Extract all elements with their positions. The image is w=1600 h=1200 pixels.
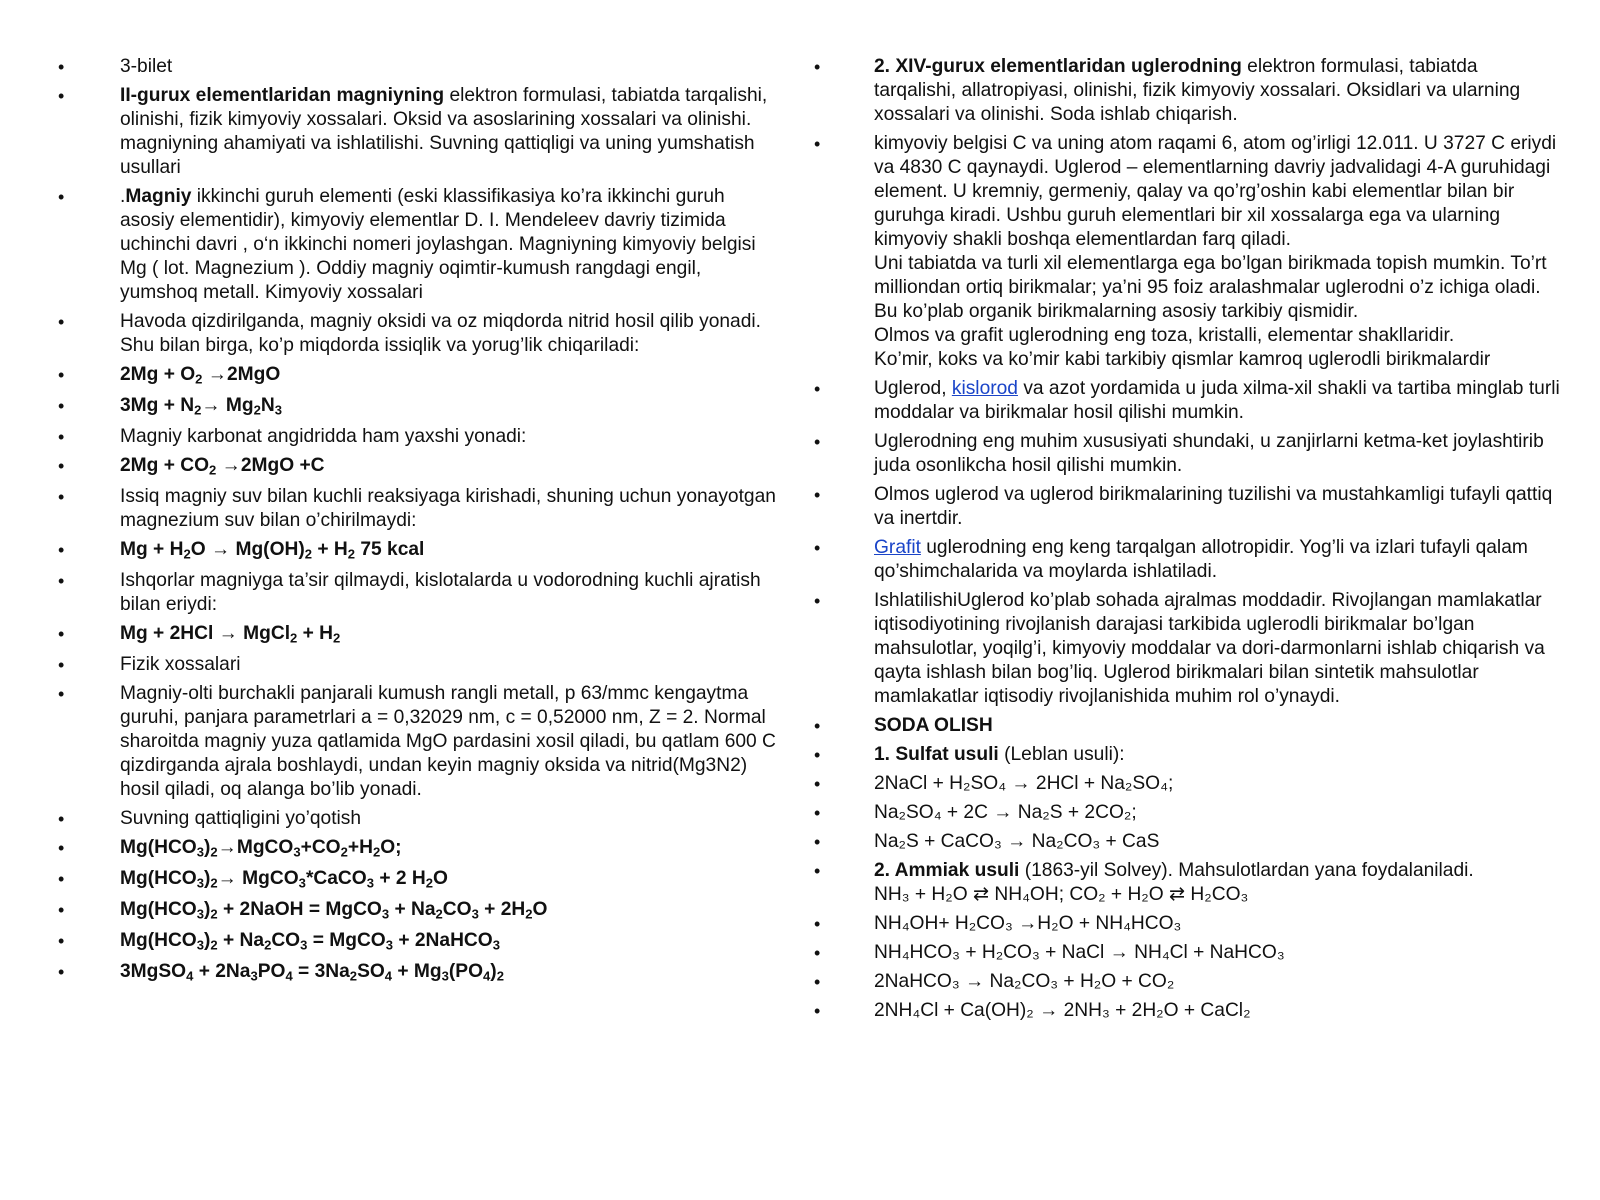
formula-subscript: 2 bbox=[304, 546, 313, 562]
formula-subscript: 3 bbox=[274, 402, 282, 418]
formula-text: N bbox=[260, 395, 275, 416]
formula-subscript: 2 bbox=[210, 844, 218, 860]
list-item: • Grafit uglerodning eng keng tarqalgan allotropidir. Yog’li va izlari tufayli qalam qo’shimchalarida va moylarda ishlatiladi. bbox=[814, 536, 1562, 584]
formula-subscript: 3 bbox=[492, 937, 500, 953]
formula-subscript: 2 bbox=[347, 546, 356, 562]
formula-text: + Mg bbox=[392, 961, 442, 982]
right-column bbox=[814, 55, 1562, 1028]
reaction-line: • NH₄OH+ H₂CO₃ →H₂O + NH₄HCO₃ bbox=[814, 912, 1562, 936]
formula-subscript: 2 bbox=[195, 371, 203, 387]
formula-text: Mg(HCO bbox=[120, 899, 197, 920]
formula-subscript: 2 bbox=[349, 968, 358, 984]
formula-subscript: 2 bbox=[425, 875, 433, 891]
formula-text: Mg(HCO bbox=[120, 837, 197, 858]
formula-subscript: 3 bbox=[298, 875, 306, 891]
list-item: • Magniy karbonat angidridda ham yaxshi yonadi: bbox=[58, 425, 778, 449]
topic-heading: II-gurux elementlaridan magniyning bbox=[120, 85, 445, 106]
formula-text: = 3Na bbox=[292, 961, 350, 982]
equation bbox=[58, 929, 778, 953]
list-item: • Issiq magniy suv bilan kuchli reaksiyaga kirishadi, shuning uchun yonayotgan magnezium suv bilan o’chirilmaydi: bbox=[58, 485, 778, 533]
formula-subscript: 3 bbox=[471, 906, 479, 922]
formula-text: + 2NaOH = MgCO bbox=[217, 899, 382, 920]
formula-text: O bbox=[432, 868, 448, 889]
formula-text: (PO bbox=[448, 961, 484, 982]
list-item: • 1. Sulfat usuli (Leblan usuli): bbox=[814, 743, 1562, 767]
formula-subscript: 2 bbox=[333, 630, 341, 646]
reaction-line: • 2NaCl + H₂SO₄ → 2HCl + Na₂SO₄; bbox=[814, 772, 1562, 796]
formula-subscript: 3 bbox=[196, 906, 204, 922]
formula-subscript: 3 bbox=[196, 937, 204, 953]
formula-text: ) bbox=[204, 899, 211, 920]
list-item: • Magniy-olti burchakli panjarali kumush rangli metall, p 63/mmc kengaytma guruhi, panjara parametrlari a = 0,32029 nm, c = 0,52000 nm, Z = 2. Normal sharoitda magniy yuza qatlamida MgO pardasini xosil qiladi, bu qatlam 600 C qizdirganda ajrala boshlaydi, undan keyin magniy oksida va nitrid(Mg3N2) hosil qiladi, oq alanga bo’lib yonadi. bbox=[58, 682, 778, 802]
formula-subscript: 2 bbox=[264, 937, 272, 953]
formula-text: 2Mg + CO bbox=[120, 455, 210, 476]
formula-text: →MgCO bbox=[217, 837, 294, 858]
section-heading: SODA OLISH bbox=[874, 715, 993, 736]
formula-subscript: 2 bbox=[290, 630, 298, 646]
formula-subscript: 3 bbox=[293, 844, 301, 860]
reaction-line: • NH₄HCO₃ + H₂CO₃ + NaCl → NH₄Cl + NaHCO₃ bbox=[814, 941, 1562, 965]
formula-text: → MgCO bbox=[217, 868, 299, 889]
formula-text: CO bbox=[442, 899, 472, 920]
formula-text: SO bbox=[357, 961, 385, 982]
formula-text: →2MgO bbox=[202, 364, 281, 385]
formula-text: 3MgSO bbox=[120, 961, 187, 982]
equation bbox=[58, 394, 778, 418]
formula-text: Mg(HCO bbox=[120, 868, 197, 889]
list-item: • Ishqorlar magniyga ta’sir qilmaydi, kislotalarda u vodorodning kuchli ajratish bilan eriydi: bbox=[58, 569, 778, 617]
formula-text: +CO bbox=[300, 837, 341, 858]
formula-subscript: 2 bbox=[210, 937, 218, 953]
formula-text: ) bbox=[204, 837, 211, 858]
formula-subscript: 3 bbox=[196, 875, 204, 891]
reaction-line: • Na₂SO₄ + 2C → Na₂S + 2CO₂; bbox=[814, 801, 1562, 825]
formula-subscript: 2 bbox=[183, 546, 191, 562]
equation bbox=[58, 867, 778, 891]
formula-subscript: 3 bbox=[366, 875, 374, 891]
formula-text: PO bbox=[257, 961, 286, 982]
equation bbox=[58, 622, 778, 646]
equation bbox=[58, 898, 778, 922]
formula-subscript: 2 bbox=[253, 402, 261, 418]
list-item bbox=[814, 714, 1562, 738]
formula-text: + H bbox=[297, 623, 334, 644]
formula-text: Mg + 2HCl → MgCl bbox=[120, 623, 291, 644]
formula-text: 75 kcal bbox=[355, 539, 425, 560]
formula-text: O → Mg(OH) bbox=[190, 539, 305, 560]
reaction-line: • 2NaHCO₃ → Na₂CO₃ + H₂O + CO₂ bbox=[814, 970, 1562, 994]
left-column bbox=[58, 55, 778, 991]
formula-subscript: 2 bbox=[340, 844, 348, 860]
formula-subscript: 2 bbox=[525, 906, 533, 922]
equation bbox=[58, 538, 778, 562]
reaction-line: • 2NH₄Cl + Ca(OH)₂ → 2NH₃ + 2H₂O + CaCl₂ bbox=[814, 999, 1562, 1023]
formula-text: CO bbox=[271, 930, 301, 951]
list-item: • 2. Ammiak usuli (1863-yil Solvey). Mahsulotlardan yana foydalaniladi. NH₃ + H₂O ⇄ NH₄OH; CO₂ + H₂O ⇄ H₂CO₃ bbox=[814, 859, 1562, 907]
list-item: • 2. XIV-gurux elementlaridan uglerodning elektron formulasi, tabiatda tarqalishi, allatropiyasi, olinishi, fizik kimyoviy xossalari. Oksidlari va ularning xossalari va olinishi. Soda ishlab chiqarish. bbox=[814, 55, 1562, 127]
list-item bbox=[58, 55, 778, 79]
equation bbox=[58, 836, 778, 860]
formula-text: = MgCO bbox=[307, 930, 386, 951]
formula-subscript: 2 bbox=[209, 462, 217, 478]
formula-text: *CaCO bbox=[305, 868, 367, 889]
equation bbox=[58, 454, 778, 478]
formula-text: ) bbox=[204, 930, 211, 951]
formula-subscript: 4 bbox=[483, 968, 491, 984]
formula-text: O; bbox=[380, 837, 402, 858]
formula-text: + 2NaHCO bbox=[393, 930, 493, 951]
formula-subscript: 3 bbox=[381, 906, 390, 922]
formula-subscript: 3 bbox=[196, 844, 204, 860]
kislorod-link[interactable]: kislorod bbox=[951, 378, 1018, 399]
formula-subscript: 2 bbox=[210, 906, 218, 922]
list-item: • Havoda qizdirilganda, magniy oksidi va oz miqdorda nitrid hosil qilib yonadi. Shu bilan birga, ko’p miqdorda issiqlik va yorug’lik chiqariladi: bbox=[58, 310, 778, 358]
formula-text: O bbox=[532, 899, 548, 920]
formula-subscript: 4 bbox=[384, 968, 393, 984]
formula-text: + 2H bbox=[478, 899, 526, 920]
list-item: • Uglerodning eng muhim xususiyati shundaki, u zanjirlarni ketma-ket joylashtirib juda osonlikcha hosil qilishi mumkin. bbox=[814, 430, 1562, 478]
list-item: • Olmos uglerod va uglerod birikmalarining tuzilishi va mustahkamligi tufayli qattiq va inertdir. bbox=[814, 483, 1562, 531]
formula-text: + 2 H bbox=[373, 868, 426, 889]
formula-text: + Na bbox=[389, 899, 436, 920]
list-item: • IshlatilishiUglerod ko’plab sohada ajralmas moddadir. Rivojlangan mamlakatlar iqtisodiyotining rivojlanish darajasi tarkibida uglerodli birikmalar bo’lgan mahsulotlar, yoqilg’i, kimyoviy moddalar va dori-darmonlarni ishlab chiqarish va qayta ishlash bilan bog’liq. Uglerod birikmalari bilan sintetik mahsulotlar mamlakatlar iqtisodiy rivojlanishida muhim rol o’ynaydi. bbox=[814, 589, 1562, 709]
list-item: • kimyoviy belgisi C va uning atom raqami 6, atom og’irligi 12.011. U 3727 C eriydi va 4830 C qaynaydi. Uglerod – elementlarning davriy jadvalidagi 4-A guruhidagi element. U kremniy, germeniy, qalay va qo’rg’oshin kabi elementlar bilan bir guruhga kiradi. Ushbu guruh elementlari bir xil xossalarga ega va ularning kimyoviy shakli boshqa elementlardan farq qiladi. Uni tabiatda va turli xil elementlarga ega bo’lgan birikmada topish mumkin. To’rt milliondan ortiq birikmalar; ya’ni 95 foiz aralashmalar uglerodni o’z ichiga oladi. Bu ko’plab organik birikmalarning asosiy tarkibiy qismidir. Olmos va grafit uglerodning eng toza, kristalli, elementar shakllaridir. Ko’mir, koks va ko’mir kabi tarkibiy qismlar kamroq uglerodli birikmalardir bbox=[814, 132, 1562, 372]
formula-subscript: 2 bbox=[496, 968, 504, 984]
formula-text: → Mg bbox=[201, 395, 254, 416]
reaction-line: • Na₂S + CaCO₃ → Na₂CO₃ + CaS bbox=[814, 830, 1562, 854]
formula-text: +H bbox=[347, 837, 373, 858]
equation bbox=[58, 960, 778, 984]
ticket-label: 3-bilet bbox=[120, 56, 173, 77]
formula-text: + 2Na bbox=[193, 961, 251, 982]
list-item: • Suvning qattiqligini yo’qotish bbox=[58, 807, 778, 831]
formula-subscript: 4 bbox=[285, 968, 293, 984]
reaction-line: NH₃ + H₂O ⇄ NH₄OH; CO₂ + H₂O ⇄ H₂CO₃ bbox=[874, 884, 1249, 905]
formula-subscript: 4 bbox=[186, 968, 194, 984]
list-item: • Uglerod, kislorod va azot yordamida u juda xilma-xil shakli va tartiba minglab turli moddalar va birikmalar hosil qilishi mumkin. bbox=[814, 377, 1562, 425]
formula-text: 3Mg + N bbox=[120, 395, 195, 416]
formula-subscript: 3 bbox=[250, 968, 258, 984]
grafit-link[interactable]: Grafit bbox=[874, 537, 921, 558]
formula-subscript: 2 bbox=[194, 402, 202, 418]
formula-subscript: 2 bbox=[435, 906, 443, 922]
formula-text: + H bbox=[312, 539, 348, 560]
formula-text: →2MgO +C bbox=[216, 455, 325, 476]
formula-subscript: 3 bbox=[300, 937, 308, 953]
formula-text: Mg(HCO bbox=[120, 930, 197, 951]
topic-heading: 2. XIV-gurux elementlaridan uglerodning bbox=[874, 56, 1242, 77]
formula-subscript: 2 bbox=[372, 844, 381, 860]
formula-text: ) bbox=[490, 961, 497, 982]
list-item: • Fizik xossalari bbox=[58, 653, 778, 677]
equation bbox=[58, 363, 778, 387]
formula-subscript: 3 bbox=[385, 937, 393, 953]
list-item: • II-gurux elementlaridan magniyning elektron formulasi, tabiatda tarqalishi, olinishi, fizik kimyoviy xossalari. Oksid va asoslarining xossalari va olinishi. magniyning ahamiyati va ishlatilishi. Suvning qattiqligi va uning yumshatish usullari bbox=[58, 84, 778, 180]
formula-text: + Na bbox=[217, 930, 265, 951]
formula-text: Mg + H bbox=[120, 539, 184, 560]
formula-text: ) bbox=[204, 868, 211, 889]
formula-subscript: 2 bbox=[210, 875, 218, 891]
formula-text: 2Mg + O bbox=[120, 364, 196, 385]
list-item: • .Magniy ikkinchi guruh elementi (eski klassifikasiya ko’ra ikkinchi guruh asosiy elementidir), kimyoviy elementlar D. I. Mendeleev davriy tizimida uchinchi davri , o‘n ikkinchi nomeri joylashgan. Magniyning kimyoviy belgisi Mg ( lot. Magnezium ). Oddiy magniy oqimtir-kumush rangdagi engil, yumshoq metall. Kimyoviy xossalari bbox=[58, 185, 778, 305]
formula-subscript: 3 bbox=[441, 968, 449, 984]
